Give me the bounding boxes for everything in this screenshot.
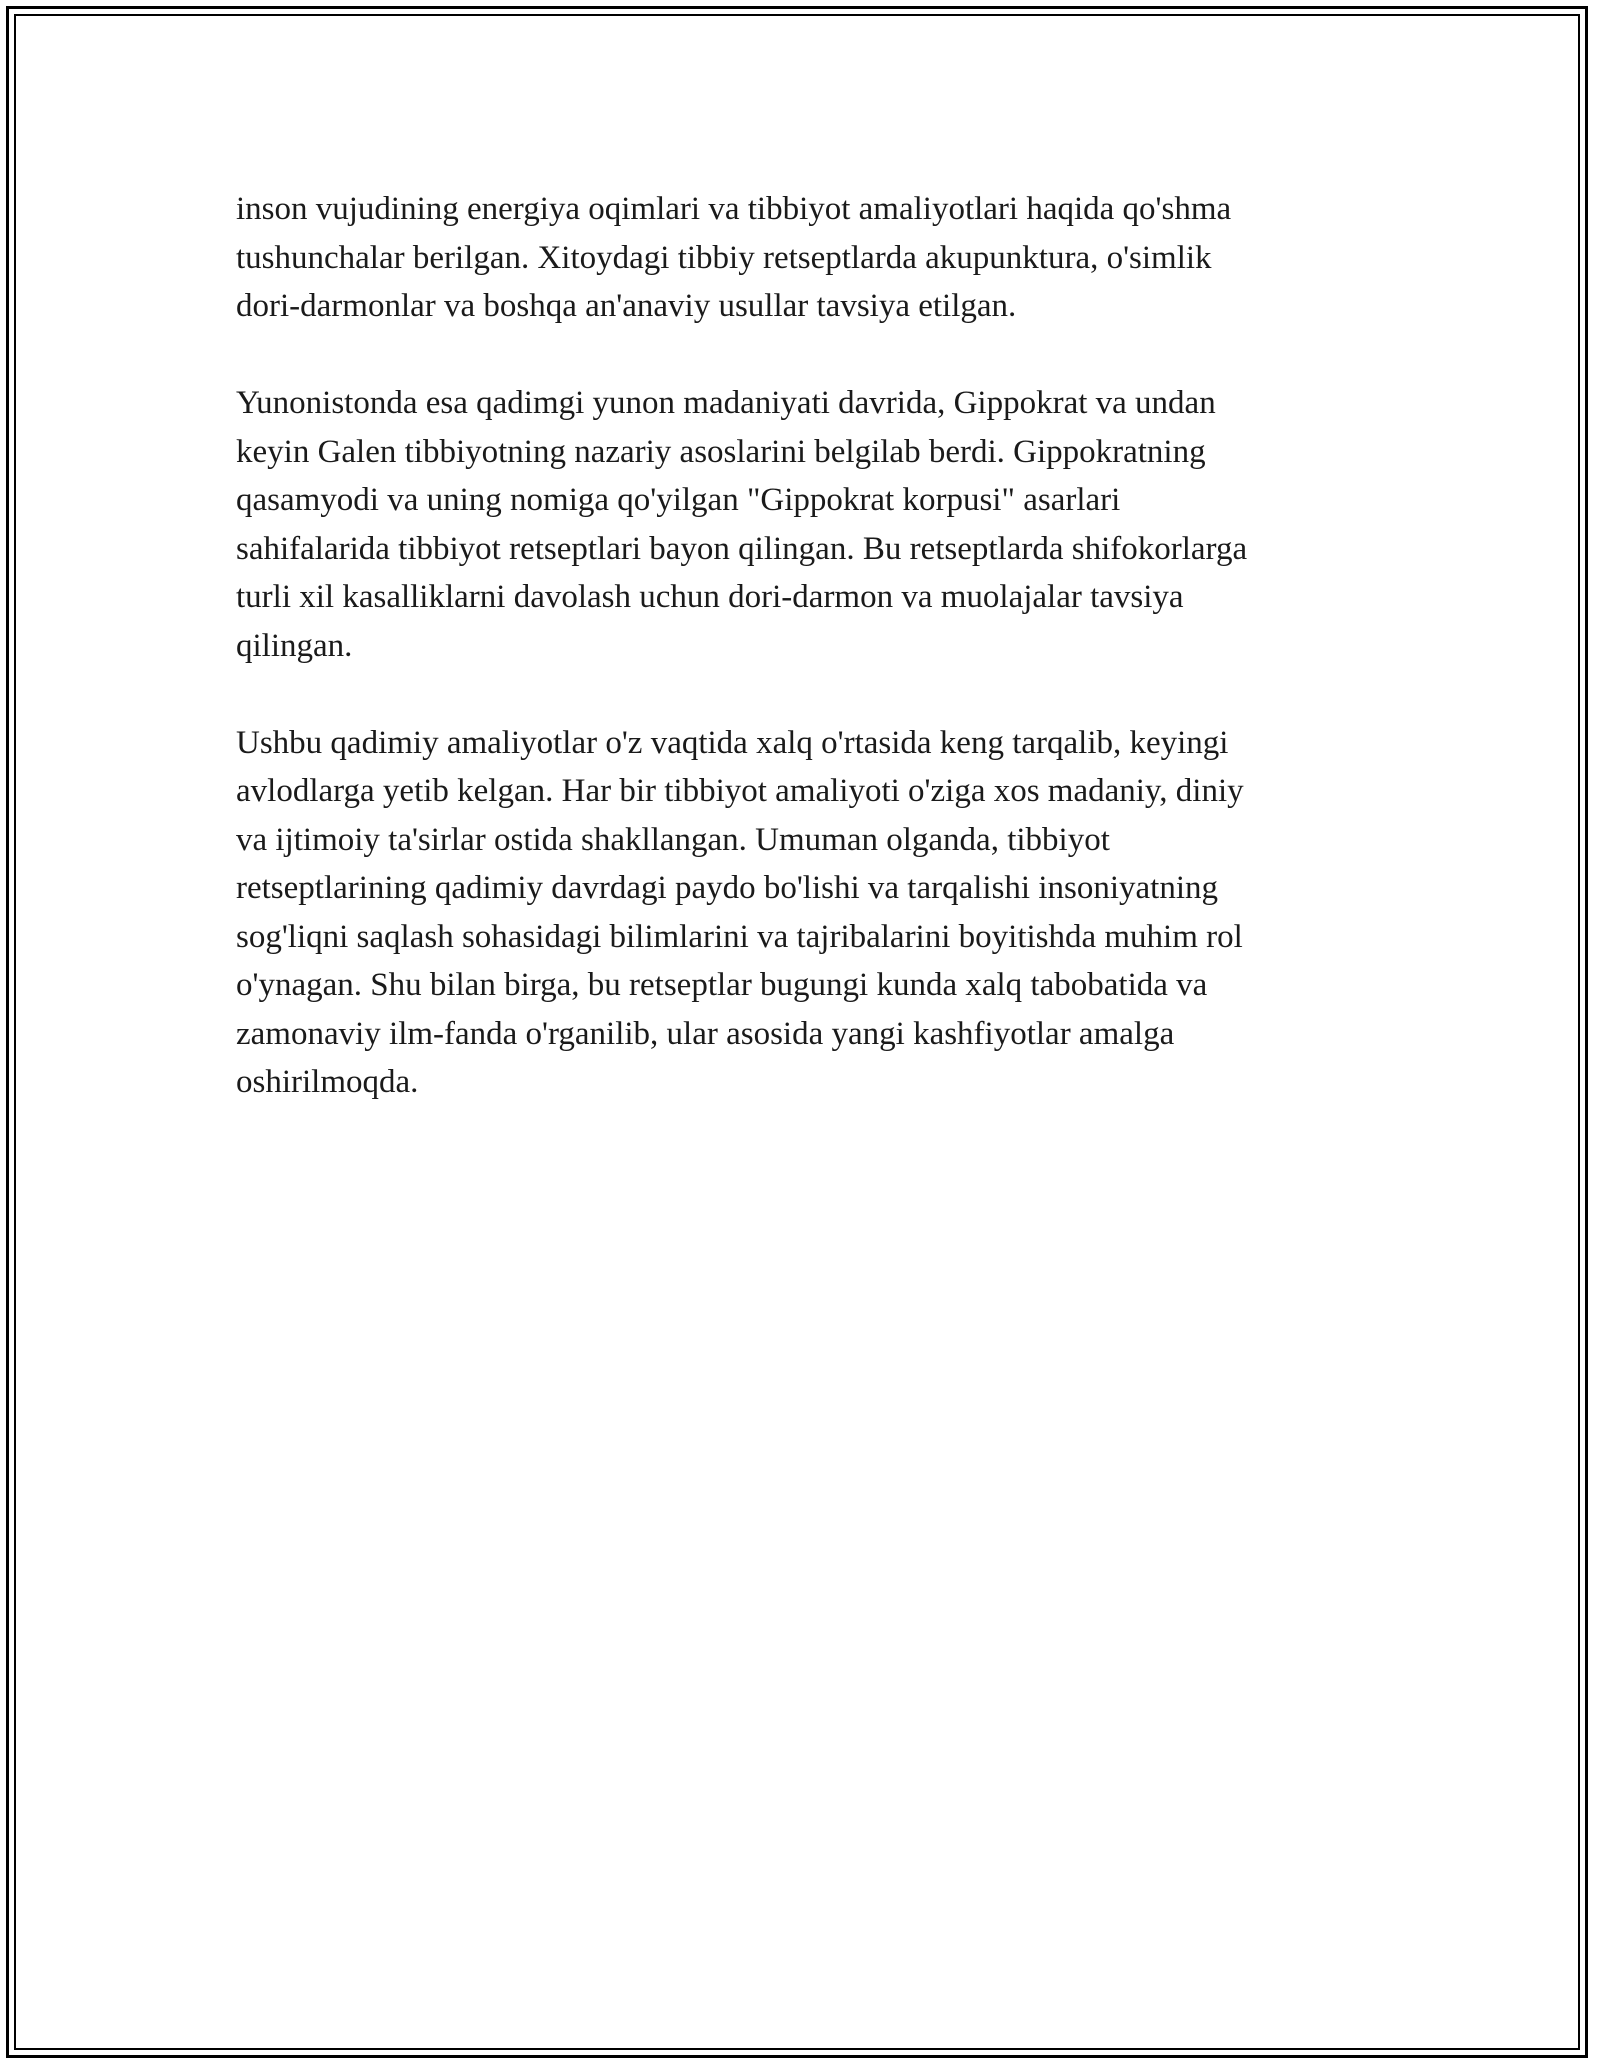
document-body <box>236 185 1376 1155</box>
paragraph-3: Ushbu qadimiy amaliyotlar o'z vaqtida xalq o'rtasida keng tarqalib, keyingi avlodlarga yetib kelgan. Har bir tibbiyot amaliyoti o'ziga xos madaniy, diniy va ijtimoiy ta'sirlar ostida shakllangan. Umuman olganda, tibbiyot retseptlarining qadimiy davrdagi paydo bo'lishi va tarqalishi insoniyatning sog'liqni saqlash sohasidagi bilimlarini va tajribalarini boyitishda muhim rol o'ynagan. Shu bilan birga, bu retseptlar bugungi kunda xalq tabobatida va zamonaviy ilm-fanda o'rganilib, ular asosida yangi kashfiyotlar amalga oshirilmoqda. <box>236 724 1244 1100</box>
paragraph-1: inson vujudining energiya oqimlari va tibbiyot amaliyotlari haqida qo'shma tushunchalar berilgan. Xitoydagi tibbiy retseptlarda akupunktura, o'simlik dori-darmonlar va boshqa an'anaviy usullar tavsiya etilgan. <box>236 191 1232 324</box>
paragraph-2: Yunonistonda esa qadimgi yunon madaniyati davrida, Gippokrat va undan keyin Galen tibbiyotning nazariy asoslarini belgilab berdi. Gippokratning qasamyodi va uning nomiga qo'yilgan "Gippokrat korpusi" asarlari sahifalarida tibbiyot retseptlari bayon qilingan. Bu retseptlarda shifokorlarga turli xil kasalliklarni davolash uchun dori-darmon va muolajalar tavsiya qilingan. <box>236 385 1248 664</box>
